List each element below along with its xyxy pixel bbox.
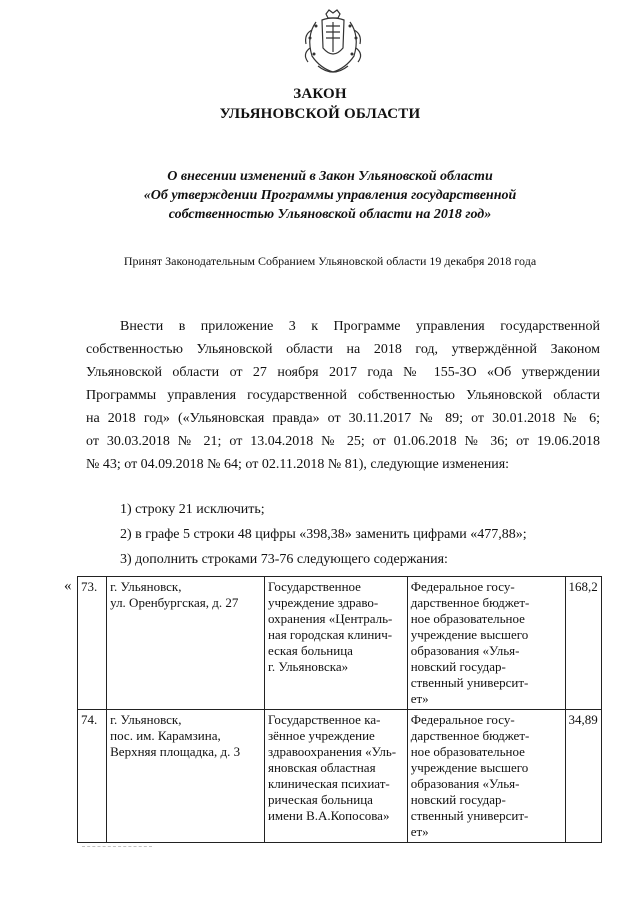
holder-line: новский государ- [410, 792, 506, 807]
value-cell: 34,89 [565, 710, 601, 843]
subject-line: «Об утверждении Программы управления государственной [143, 188, 517, 203]
main-paragraph [86, 315, 600, 476]
list-item-1: 1) строку 21 исключить; [120, 502, 265, 517]
paragraph-line: № 43; от 04.09.2018 № 64; от 02.11.2018 № 81), следующие изменения: [86, 457, 510, 472]
organization-line: ная городская клинич- [267, 627, 393, 642]
faint-stamp-mark [82, 846, 152, 855]
holder-cell [407, 710, 565, 843]
organization-line: Государственное ка- [267, 712, 381, 727]
law-title-line2: УЛЬЯНОВСКОЙ ОБЛАСТИ [219, 106, 421, 122]
address-line: пос. им. Карамзина, [110, 728, 221, 743]
row-number: 73. [78, 577, 107, 710]
holder-line: учреждение высшего [410, 627, 529, 642]
subject-line: О внесении изменений в Закон Ульяновской области [167, 169, 493, 184]
row-number: 74. [78, 710, 107, 843]
amendment-table [77, 576, 602, 843]
holder-line: ное образовательное [410, 611, 525, 626]
holder-cell [407, 577, 565, 710]
law-subject [100, 167, 560, 224]
holder-line: ственный университ- [410, 675, 529, 690]
open-quote: « [64, 578, 72, 594]
organization-line: здравоохранения «Уль- [267, 744, 397, 759]
holder-line: Федеральное госу- [410, 712, 515, 727]
value-cell: 168,2 [565, 577, 601, 710]
holder-line: дарственное бюджет- [410, 728, 530, 743]
holder-line: Федеральное госу- [410, 579, 515, 594]
holder-line: учреждение высшего [410, 760, 529, 775]
organization-line: клиническая психиат- [267, 776, 390, 791]
holder-line: образования «Улья- [410, 643, 520, 658]
paragraph-line: на 2018 год» («Ульяновская правда» от 30.11.2017 № 89; от 30.01.2018 № 6; [86, 411, 600, 426]
law-title-line1: ЗАКОН [293, 86, 347, 102]
organization-line: Государственное [267, 579, 361, 594]
holder-line: образования «Улья- [410, 776, 520, 791]
paragraph-line: Ульяновской области от 27 ноября 2017 года № 155-ЗО «Об утверждении [86, 365, 600, 380]
organization-line: учреждение здраво- [267, 595, 379, 610]
address-line: г. Ульяновск, [110, 712, 182, 727]
list-item-2: 2) в графе 5 строки 48 цифры «398,38» заменить цифрами «477,88»; [120, 527, 527, 542]
address-cell [107, 710, 265, 843]
organization-line: еская больница [267, 643, 353, 658]
list-item-3: 3) дополнить строками 73-76 следующего содержания: [120, 552, 448, 567]
address-line: ул. Оренбургская, д. 27 [110, 595, 239, 610]
holder-line: ет» [410, 691, 429, 706]
organization-line: г. Ульяновска» [267, 659, 349, 674]
adoption-note: Принят Законодательным Собранием Ульяновской области 19 декабря 2018 года [123, 254, 537, 268]
organization-cell [264, 577, 407, 710]
subject-line: собственностью Ульяновской области на 2018 год» [168, 207, 492, 222]
address-line: г. Ульяновск, [110, 579, 182, 594]
coat-of-arms-emblem [296, 8, 370, 78]
holder-line: дарственное бюджет- [410, 595, 530, 610]
holder-line: новский государ- [410, 659, 506, 674]
paragraph-line: Программы управления государственной собственностью Ульяновской области [86, 388, 600, 403]
paragraph-line: собственностью Ульяновской области на 2018 год, утверждённой Законом [86, 342, 600, 357]
holder-line: ственный университ- [410, 808, 529, 823]
organization-line: имени В.А.Копосова» [267, 808, 390, 823]
organization-cell [264, 710, 407, 843]
paragraph-line: Внести в приложение 3 к Программе управления государственной [120, 319, 600, 334]
organization-line: охранения «Централь- [267, 611, 393, 626]
organization-line: яновская областная [267, 760, 376, 775]
organization-line: зённое учреждение [267, 728, 375, 743]
address-line: Верхняя площадка, д. 3 [110, 744, 241, 759]
paragraph-line: от 30.03.2018 № 21; от 13.04.2018 № 25; от 01.06.2018 № 36; от 19.06.2018 [86, 434, 600, 449]
holder-line: ет» [410, 824, 429, 839]
table-row [78, 710, 602, 843]
organization-line: рическая больница [267, 792, 373, 807]
address-cell [107, 577, 265, 710]
table-row [78, 577, 602, 710]
holder-line: ное образовательное [410, 744, 525, 759]
